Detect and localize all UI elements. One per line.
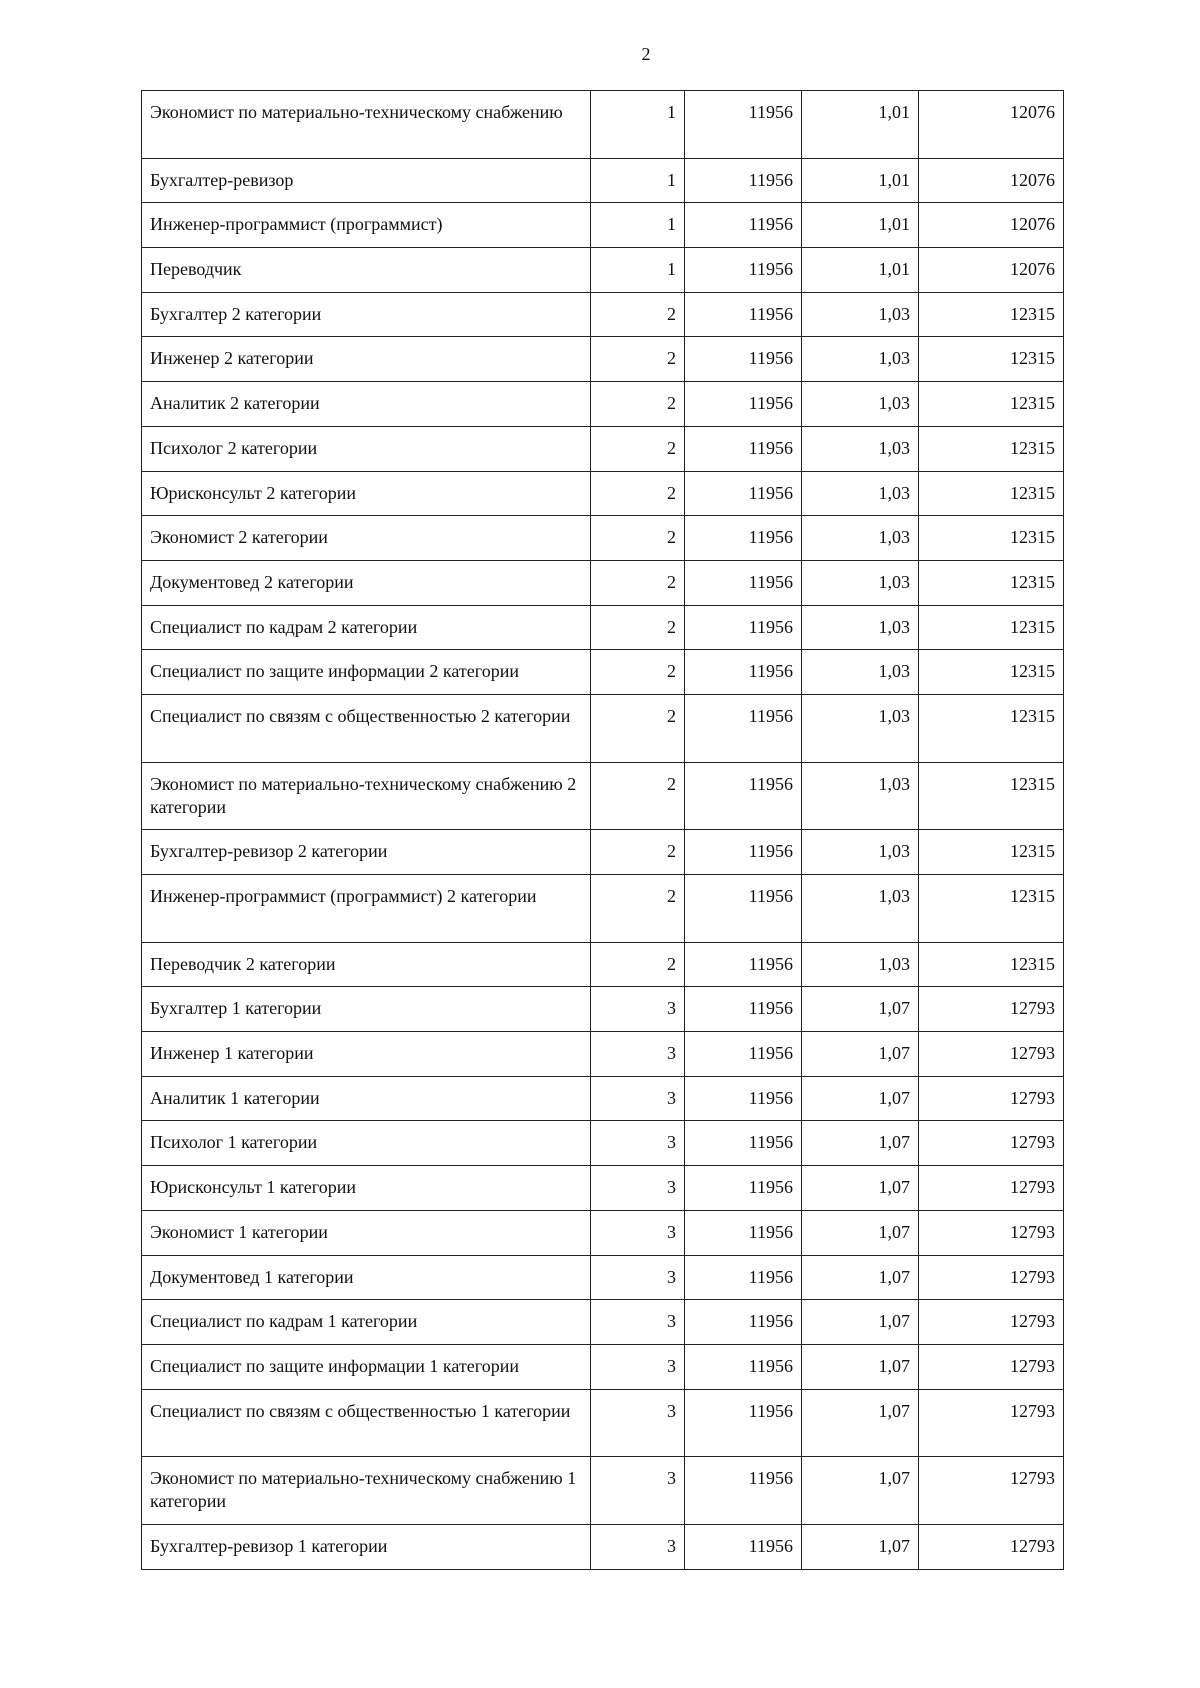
table-row (142, 1032, 1064, 1077)
position-name-cell: Аналитик 2 категории (142, 382, 591, 427)
salary-cell: 12076 (919, 203, 1064, 248)
grade-cell: 3 (591, 1344, 685, 1389)
position-name-cell: Бухгалтер 2 категории (142, 292, 591, 337)
base-salary-cell: 11956 (685, 203, 802, 248)
coefficient-cell: 1,03 (802, 292, 919, 337)
table-row (142, 1076, 1064, 1121)
coefficient-cell: 1,07 (802, 1300, 919, 1345)
base-salary-cell: 11956 (685, 1344, 802, 1389)
table-row (142, 1457, 1064, 1525)
position-name-cell: Специалист по связям с общественностью 1 категории (142, 1389, 591, 1457)
coefficient-cell: 1,07 (802, 1524, 919, 1569)
grade-cell: 2 (591, 830, 685, 875)
coefficient-cell: 1,03 (802, 516, 919, 561)
base-salary-cell: 11956 (685, 987, 802, 1032)
table-row (142, 1300, 1064, 1345)
grade-cell: 3 (591, 1300, 685, 1345)
salary-cell: 12315 (919, 560, 1064, 605)
table-body (142, 91, 1064, 1570)
base-salary-cell: 11956 (685, 1166, 802, 1211)
table-row (142, 694, 1064, 762)
coefficient-cell: 1,03 (802, 560, 919, 605)
position-name-cell: Инженер-программист (программист) 2 категории (142, 875, 591, 943)
base-salary-cell: 11956 (685, 1524, 802, 1569)
table-row (142, 1344, 1064, 1389)
salary-cell: 12793 (919, 1121, 1064, 1166)
salary-cell: 12315 (919, 762, 1064, 830)
coefficient-cell: 1,07 (802, 1032, 919, 1077)
position-name-cell: Аналитик 1 категории (142, 1076, 591, 1121)
table-row (142, 987, 1064, 1032)
grade-cell: 2 (591, 471, 685, 516)
salary-cell: 12076 (919, 91, 1064, 159)
grade-cell: 3 (591, 1389, 685, 1457)
table-row (142, 158, 1064, 203)
table-row (142, 560, 1064, 605)
salary-cell: 12793 (919, 1389, 1064, 1457)
table-row (142, 830, 1064, 875)
coefficient-cell: 1,07 (802, 1121, 919, 1166)
table-row (142, 762, 1064, 830)
coefficient-cell: 1,07 (802, 1389, 919, 1457)
salary-cell: 12315 (919, 516, 1064, 561)
grade-cell: 3 (591, 1121, 685, 1166)
base-salary-cell: 11956 (685, 1389, 802, 1457)
base-salary-cell: 11956 (685, 1032, 802, 1077)
coefficient-cell: 1,03 (802, 605, 919, 650)
position-name-cell: Экономист по материально-техническому снабжению (142, 91, 591, 159)
base-salary-cell: 11956 (685, 337, 802, 382)
coefficient-cell: 1,03 (802, 382, 919, 427)
coefficient-cell: 1,07 (802, 1076, 919, 1121)
position-name-cell: Экономист 2 категории (142, 516, 591, 561)
coefficient-cell: 1,03 (802, 694, 919, 762)
base-salary-cell: 11956 (685, 1300, 802, 1345)
table-row (142, 516, 1064, 561)
salary-cell: 12315 (919, 830, 1064, 875)
coefficient-cell: 1,03 (802, 426, 919, 471)
table-row (142, 426, 1064, 471)
salary-cell: 12315 (919, 650, 1064, 695)
position-name-cell: Бухгалтер-ревизор (142, 158, 591, 203)
table-row (142, 875, 1064, 943)
grade-cell: 2 (591, 942, 685, 987)
salary-cell: 12793 (919, 1457, 1064, 1525)
table-row (142, 1210, 1064, 1255)
grade-cell: 1 (591, 248, 685, 293)
table-row (142, 1389, 1064, 1457)
grade-cell: 3 (591, 1032, 685, 1077)
coefficient-cell: 1,03 (802, 337, 919, 382)
position-name-cell: Бухгалтер 1 категории (142, 987, 591, 1032)
salary-cell: 12793 (919, 1255, 1064, 1300)
coefficient-cell: 1,07 (802, 987, 919, 1032)
base-salary-cell: 11956 (685, 292, 802, 337)
salary-cell: 12315 (919, 875, 1064, 943)
salary-cell: 12793 (919, 1076, 1064, 1121)
table-row (142, 292, 1064, 337)
base-salary-cell: 11956 (685, 426, 802, 471)
grade-cell: 1 (591, 158, 685, 203)
base-salary-cell: 11956 (685, 762, 802, 830)
salary-cell: 12793 (919, 1344, 1064, 1389)
grade-cell: 3 (591, 987, 685, 1032)
grade-cell: 3 (591, 1457, 685, 1525)
salary-cell: 12315 (919, 471, 1064, 516)
salary-cell: 12315 (919, 605, 1064, 650)
salary-cell: 12315 (919, 694, 1064, 762)
grade-cell: 1 (591, 203, 685, 248)
page-number: 2 (641, 44, 651, 64)
grade-cell: 3 (591, 1166, 685, 1211)
position-name-cell: Инженер-программист (программист) (142, 203, 591, 248)
grade-cell: 3 (591, 1076, 685, 1121)
table-row (142, 1255, 1064, 1300)
grade-cell: 2 (591, 337, 685, 382)
grade-cell: 2 (591, 875, 685, 943)
grade-cell: 2 (591, 762, 685, 830)
position-name-cell: Документовед 1 категории (142, 1255, 591, 1300)
base-salary-cell: 11956 (685, 1457, 802, 1525)
table-row (142, 1166, 1064, 1211)
base-salary-cell: 11956 (685, 694, 802, 762)
grade-cell: 2 (591, 560, 685, 605)
position-name-cell: Переводчик (142, 248, 591, 293)
base-salary-cell: 11956 (685, 248, 802, 293)
table-row (142, 471, 1064, 516)
grade-cell: 2 (591, 605, 685, 650)
position-name-cell: Юрисконсульт 2 категории (142, 471, 591, 516)
table-row (142, 1524, 1064, 1569)
base-salary-cell: 11956 (685, 516, 802, 561)
grade-cell: 2 (591, 650, 685, 695)
grade-cell: 2 (591, 516, 685, 561)
salary-cell: 12315 (919, 942, 1064, 987)
salary-cell: 12076 (919, 158, 1064, 203)
table-row (142, 650, 1064, 695)
base-salary-cell: 11956 (685, 1255, 802, 1300)
coefficient-cell: 1,03 (802, 650, 919, 695)
grade-cell: 2 (591, 382, 685, 427)
base-salary-cell: 11956 (685, 1210, 802, 1255)
coefficient-cell: 1,03 (802, 830, 919, 875)
coefficient-cell: 1,07 (802, 1210, 919, 1255)
table-row (142, 203, 1064, 248)
table-row (142, 942, 1064, 987)
table-row (142, 1121, 1064, 1166)
position-name-cell: Инженер 1 категории (142, 1032, 591, 1077)
base-salary-cell: 11956 (685, 830, 802, 875)
table-row (142, 248, 1064, 293)
salary-cell: 12793 (919, 1032, 1064, 1077)
coefficient-cell: 1,01 (802, 203, 919, 248)
base-salary-cell: 11956 (685, 650, 802, 695)
grade-cell: 2 (591, 292, 685, 337)
position-name-cell: Экономист по материально-техническому снабжению 2 категории (142, 762, 591, 830)
position-name-cell: Специалист по кадрам 1 категории (142, 1300, 591, 1345)
salary-cell: 12315 (919, 382, 1064, 427)
salary-cell: 12793 (919, 1300, 1064, 1345)
coefficient-cell: 1,07 (802, 1166, 919, 1211)
position-name-cell: Специалист по кадрам 2 категории (142, 605, 591, 650)
grade-cell: 1 (591, 91, 685, 159)
base-salary-cell: 11956 (685, 1121, 802, 1166)
table-row (142, 91, 1064, 159)
position-name-cell: Инженер 2 категории (142, 337, 591, 382)
position-name-cell: Специалист по связям с общественностью 2 категории (142, 694, 591, 762)
salary-cell: 12793 (919, 1524, 1064, 1569)
position-name-cell: Экономист по материально-техническому снабжению 1 категории (142, 1457, 591, 1525)
position-name-cell: Специалист по защите информации 2 категории (142, 650, 591, 695)
position-name-cell: Бухгалтер-ревизор 2 категории (142, 830, 591, 875)
position-name-cell: Документовед 2 категории (142, 560, 591, 605)
salary-cell: 12315 (919, 337, 1064, 382)
position-name-cell: Переводчик 2 категории (142, 942, 591, 987)
salary-cell: 12793 (919, 987, 1064, 1032)
coefficient-cell: 1,01 (802, 91, 919, 159)
position-name-cell: Психолог 1 категории (142, 1121, 591, 1166)
salary-cell: 12315 (919, 426, 1064, 471)
coefficient-cell: 1,03 (802, 875, 919, 943)
position-name-cell: Юрисконсульт 1 категории (142, 1166, 591, 1211)
base-salary-cell: 11956 (685, 91, 802, 159)
position-name-cell: Бухгалтер-ревизор 1 категории (142, 1524, 591, 1569)
position-name-cell: Экономист 1 категории (142, 1210, 591, 1255)
coefficient-cell: 1,07 (802, 1457, 919, 1525)
coefficient-cell: 1,03 (802, 762, 919, 830)
table-row (142, 382, 1064, 427)
coefficient-cell: 1,03 (802, 942, 919, 987)
salary-cell: 12793 (919, 1210, 1064, 1255)
grade-cell: 3 (591, 1255, 685, 1300)
coefficient-cell: 1,07 (802, 1255, 919, 1300)
position-name-cell: Психолог 2 категории (142, 426, 591, 471)
coefficient-cell: 1,01 (802, 158, 919, 203)
salary-table (141, 90, 1064, 1570)
base-salary-cell: 11956 (685, 382, 802, 427)
grade-cell: 2 (591, 694, 685, 762)
base-salary-cell: 11956 (685, 605, 802, 650)
base-salary-cell: 11956 (685, 560, 802, 605)
table-row (142, 337, 1064, 382)
base-salary-cell: 11956 (685, 942, 802, 987)
base-salary-cell: 11956 (685, 875, 802, 943)
base-salary-cell: 11956 (685, 158, 802, 203)
salary-cell: 12793 (919, 1166, 1064, 1211)
coefficient-cell: 1,01 (802, 248, 919, 293)
base-salary-cell: 11956 (685, 1076, 802, 1121)
salary-cell: 12076 (919, 248, 1064, 293)
table-row (142, 605, 1064, 650)
coefficient-cell: 1,03 (802, 471, 919, 516)
salary-cell: 12315 (919, 292, 1064, 337)
coefficient-cell: 1,07 (802, 1344, 919, 1389)
base-salary-cell: 11956 (685, 471, 802, 516)
grade-cell: 3 (591, 1524, 685, 1569)
grade-cell: 2 (591, 426, 685, 471)
grade-cell: 3 (591, 1210, 685, 1255)
position-name-cell: Специалист по защите информации 1 категории (142, 1344, 591, 1389)
